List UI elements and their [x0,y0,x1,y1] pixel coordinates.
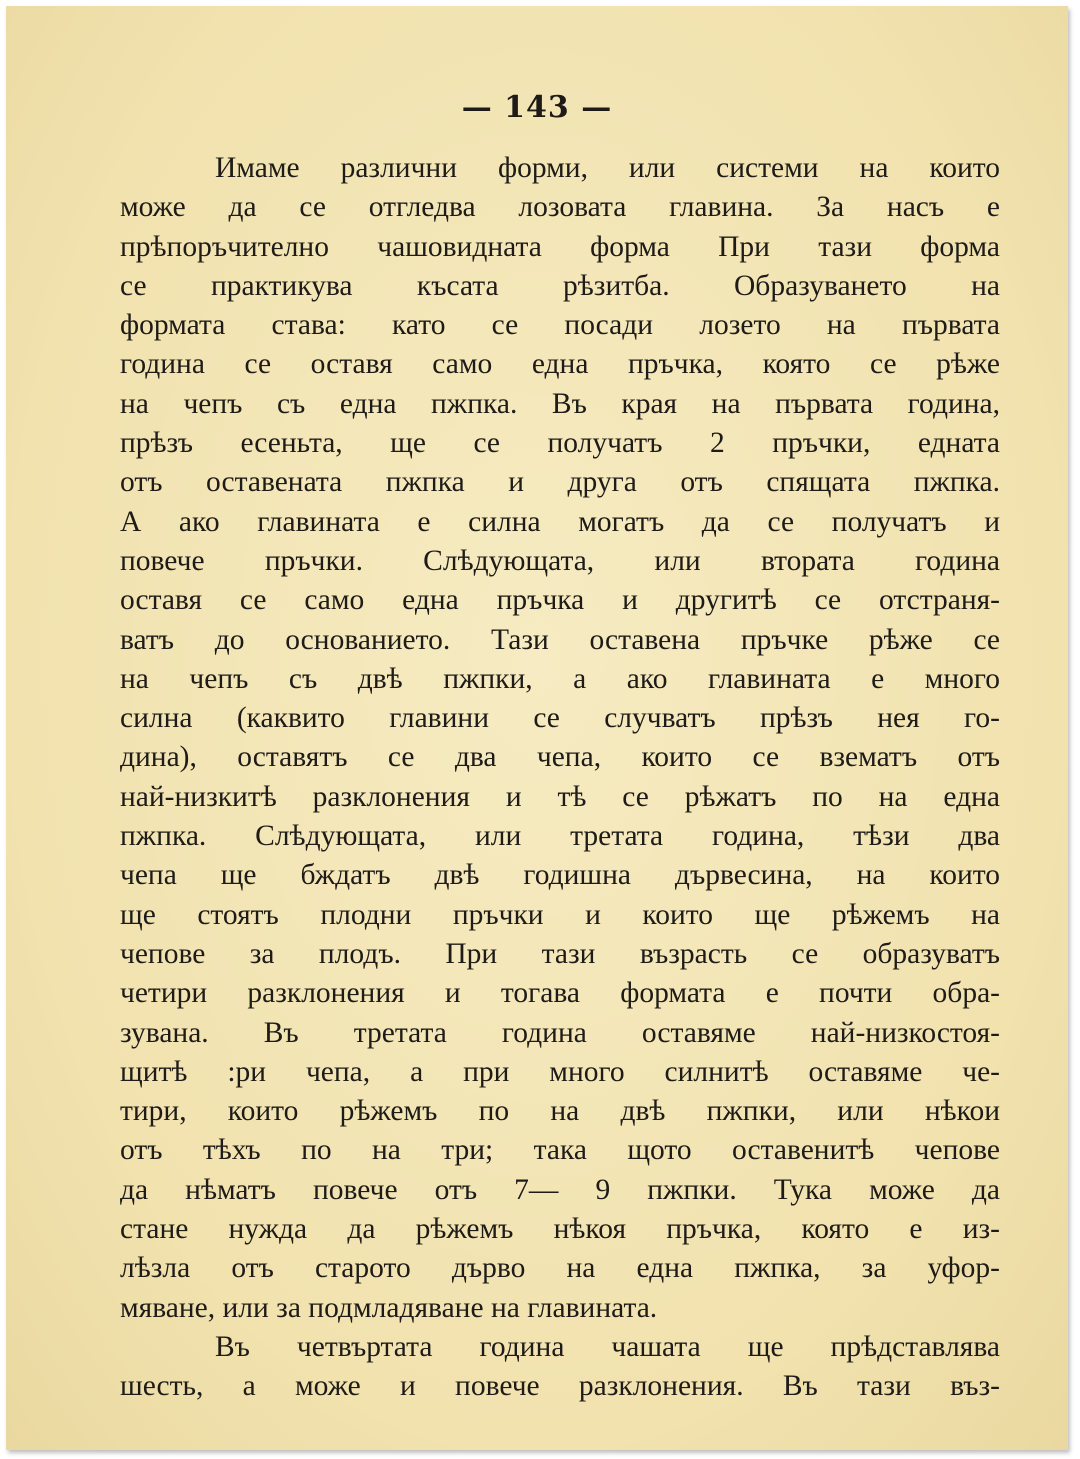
text-line: А ако главината е силна могатъ да се получатъ и [120,505,1000,538]
text-line: на чепъ съ една пжпка. Въ края на първата година, [120,387,1000,420]
text-line: четири разклонения и тогава формата е почти обра- [120,977,1000,1010]
text-line: мяване, или за подмладяване на главината. [120,1291,658,1324]
text-line: да нѣматъ повече отъ 7— 9 пжпки. Тука може да [120,1173,1000,1206]
body-text [120,149,1000,1407]
text-line: прѣпоръчително чашовидната форма При тази форма [120,230,1000,263]
text-line: повече пръчки. Слѣдующата, или втората година [120,544,1000,577]
text-line: година се оставя само една пръчка, която се рѣже [120,348,1000,381]
text-line: Имаме различни форми, или системи на които [215,152,1000,184]
text-line: дина), оставятъ се два чепа, които се взематъ отъ [120,741,1000,774]
text-line: оставя се само една пръчка и другитѣ се отстраня- [120,584,1000,617]
text-line: се практикува късата рѣзитба. Образуването на [120,269,1000,302]
text-line: формата става: като се посади лозето на първата [120,309,1000,342]
text-line: най-низкитѣ разклонения и тѣ се рѣжатъ по на една [120,780,1000,813]
text-line: тири, които рѣжемъ по на двѣ пжпки, или нѣкои [120,1095,1000,1128]
text-line: зувана. Въ третата година оставяме най-низкостоя- [120,1016,1000,1049]
text-line: щитѣ :ри чепа, а при много силнитѣ оставяме че- [120,1055,1000,1088]
text-line: чепа ще бждатъ двѣ годишна дървесина, на които [120,859,1000,892]
text-line: шесть, а може и повече разклонения. Въ тази въз- [120,1370,1000,1403]
text-line: може да се отгледва лозовата главина. За насъ е [120,191,1000,224]
text-line: на чепъ съ двѣ пжпки, а ако главината е много [120,662,1000,695]
text-line: ватъ до основанието. Тази оставена пръчке рѣже се [120,623,1000,656]
text-line: лѣзла отъ старото дърво на една пжпка, за уфор- [120,1252,1000,1285]
text-line: прѣзъ есеньта, ще се получатъ 2 пръчки, едната [120,427,1000,460]
book-page [6,6,1068,1450]
page-number: — 143 — [461,90,613,125]
text-line: силна (каквито главини се случватъ прѣзъ нея го- [120,702,1000,735]
paragraph-2 [120,1328,1000,1407]
paragraph-1 [120,149,1000,1328]
text-line: чепове за плодъ. При тази възрасть се образуватъ [120,937,1000,970]
text-line: пжпка. Слѣдующата, или третата година, тѣзи два [120,820,1000,853]
text-line: Въ четвъртата година чашата ще прѣдставлява [215,1330,1000,1363]
text-line: стане нужда да рѣжемъ нѣкоя пръчка, която е из- [120,1213,1000,1246]
text-line: отъ оставената пжпка и друга отъ спящата пжпка. [120,466,1000,499]
text-line: отъ тѣхъ по на три; така щото оставенитѣ чепове [120,1134,1000,1167]
text-line: ще стоятъ плодни пръчки и които ще рѣжемъ на [120,898,1000,931]
